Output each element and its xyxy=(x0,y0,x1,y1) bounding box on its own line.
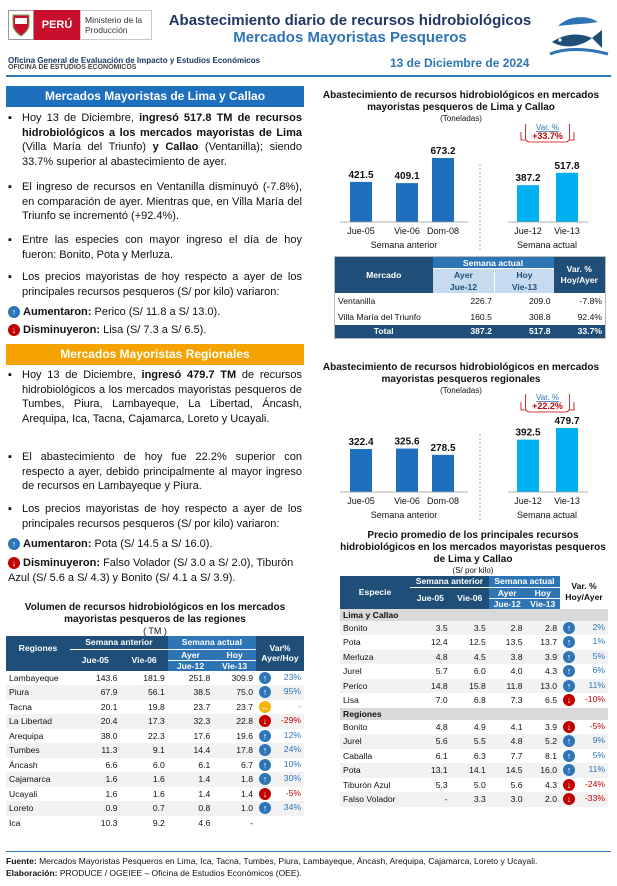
arrow-down-icon: ↓ xyxy=(563,793,575,805)
bar-value-label: 409.1 xyxy=(394,171,420,183)
price-table-title: Precio promedio de los principales recursos hidrobiológicos en los mercados mayoristas pesqueros de Lima y Callao xyxy=(340,530,606,565)
section-regional-title: Mercados Mayoristas Regionales xyxy=(6,344,304,365)
org-office: OFICINA DE ESTUDIOS ECONÓMICOS xyxy=(8,64,137,71)
var-label: Var. % xyxy=(536,124,559,132)
arrow-up-icon: ↑ xyxy=(259,773,271,785)
arrow-up-icon: ↑ xyxy=(563,665,575,677)
x-tick-label: Vie-06 xyxy=(394,226,420,236)
org-name: Oficina General de Evaluación de Impacto y Estudios Económicos xyxy=(8,56,261,65)
table-row: Arequipa 38.0 22.3 17.6 19.6 ↑ 12% xyxy=(9,729,301,741)
section-lima-title: Mercados Mayoristas de Lima y Callao xyxy=(6,86,304,107)
col-d4: Vie-13 xyxy=(526,598,560,609)
col-d1: Jue-05 xyxy=(70,649,120,671)
reg-price-down: ↓ Disminuyeron: Falso Volador (S/ 3.0 a S/ 2.0), Tiburón Azul (S/ 5.6 a S/ 4.3) y Bonito (S/ 4.1 a S/ 3.9). xyxy=(8,557,294,584)
report-date: 13 de Diciembre de 2024 xyxy=(390,56,530,70)
chart-lima-title: Abastecimiento de recursos hidrobiológicos en mercados mayoristas pesqueros de Lima y Callao xyxy=(322,90,600,113)
footer-divider xyxy=(6,851,611,852)
total-row: Total 387.2 517.8 33.7% xyxy=(335,325,606,339)
col-var: Var% Ayer/Hoy xyxy=(256,636,304,671)
group-header: Regiones xyxy=(340,708,608,720)
col-semana-anterior: Semana anterior xyxy=(70,636,168,649)
table-row: Tumbes 11.3 9.1 14.4 17.8 ↑ 24% xyxy=(6,743,304,758)
group-label-cur: Semana actual xyxy=(516,240,578,250)
arrow-up-icon: ↑ xyxy=(259,802,271,814)
col-d2: Vie-06 xyxy=(451,587,489,609)
x-tick-label: Dom-08 xyxy=(426,226,460,236)
page-subtitle: Mercados Mayoristas Pesqueros xyxy=(233,29,467,46)
reg-bullet-3: ▪ Los precios mayoristas de hoy respecto a ayer de los principales recursos pesqueros (S/ por kilo) variaron: xyxy=(8,503,302,530)
col-hoy: Hoy xyxy=(213,649,256,660)
table-row: Bonito 3.5 3.5 2.8 2.8 ↑ 2% xyxy=(340,621,608,636)
reg-bullet-2: ▪ El abastecimiento de hoy fue 22.2% superior con respecto a ayer, debido principalmente al mayor ingreso de recursos en Lambayeque y Piura. xyxy=(8,451,302,492)
table-row: Merluza 4.8 4.5 3.8 3.9 ↑ 5% xyxy=(340,650,608,665)
logo-ministry: Ministerio de la Producción xyxy=(80,10,152,40)
col-mercado: Mercado xyxy=(335,257,433,293)
col-ayer: Ayer xyxy=(489,587,526,598)
arrow-up-icon: ↑ xyxy=(563,680,575,692)
table-row: Piura 67.9 56.1 38.5 75.0 ↑ 95% xyxy=(6,685,304,700)
bar-dom-08 xyxy=(432,158,454,222)
arrow-down-icon: ↓ xyxy=(8,324,20,336)
bar-dom-08 xyxy=(432,455,454,492)
coat-of-arms-icon xyxy=(8,10,34,40)
arrow-flat-icon: ↔ xyxy=(260,701,270,712)
col-var: Var. % Hoy/Ayer xyxy=(554,257,606,293)
arrow-down-icon: ↓ xyxy=(563,721,575,733)
arrow-up-icon: ↑ xyxy=(259,730,271,742)
col-d3: Jue-12 xyxy=(489,598,526,609)
bar-value-label: 322.4 xyxy=(348,436,374,448)
col-semana-actual: Semana actual xyxy=(489,576,560,587)
table-row: Caballa 6.1 6.3 7.7 8.1 ↑ 5% xyxy=(343,749,605,761)
table-row: Villa María del Triunfo 160.5 308.8 92.4% xyxy=(338,311,602,322)
chart-reg-unit: (Toneladas) xyxy=(440,386,482,395)
arrow-up-icon: ↑ xyxy=(259,744,271,756)
vol-table-title: Volumen de recursos hidrobiológicos en los mercados mayoristas pesqueros de las regiones xyxy=(24,602,286,625)
bar-vie-06 xyxy=(396,449,418,492)
arrow-down-icon: ↓ xyxy=(259,788,271,800)
table-row: Falso Volador - 3.3 3.0 2.0 ↓ -33% xyxy=(340,792,608,807)
arrow-up-icon: ↑ xyxy=(563,622,575,634)
reg-bullet-1: ▪ Hoy 13 de Diciembre, ingresó 479.7 TM de recursos hidrobiológicos a los mercados mayoristas pesqueros de Tumbes, Piura, Lambayeque, La Libertad, Áncash, Arequipa, Ica, Tacna, Cajamarca, Loreto y Ucayali. xyxy=(8,369,302,425)
table-row: Pota 12.4 12.5 13.5 13.7 ↑ 1% xyxy=(343,636,605,648)
page-title: Abastecimiento diario de recursos hidrobiológicos xyxy=(168,12,532,29)
col-d1: Jue-12 xyxy=(433,281,495,293)
table-row: Tacna 20.1 19.8 23.7 23.7 ↔ - xyxy=(9,700,301,712)
table-row: Áncash 6.6 6.0 6.1 6.7 ↑ 10% xyxy=(9,758,301,770)
table-row: La Libertad 20.4 17.3 32.3 22.8 ↓ -29% xyxy=(6,714,304,729)
lima-bullet-4: ▪ Los precios mayoristas de hoy respecto a ayer de los principales recursos pesqueros (S/ por kilo) variaron: xyxy=(8,271,302,298)
var-value: +22.2% xyxy=(532,401,563,411)
group-header: Lima y Callao xyxy=(340,609,608,621)
header-divider xyxy=(6,75,611,77)
col-d3: Jue-12 xyxy=(168,660,214,671)
lima-price-down: ↓ Disminuyeron: Lisa (S/ 7.3 a S/ 6.5). xyxy=(8,323,302,338)
lima-price-up: ↑ Aumentaron: Perico (S/ 11.8 a S/ 13.0). xyxy=(8,305,302,320)
table-row: Jurel 5.7 6.0 4.0 4.3 ↑ 6% xyxy=(343,665,605,677)
var-label: Var. % xyxy=(536,394,559,402)
arrow-up-icon: ↑ xyxy=(563,636,575,648)
col-ayer: Ayer xyxy=(433,269,495,281)
col-regiones: Regiones xyxy=(6,636,70,660)
bar-value-label: 278.5 xyxy=(430,442,456,454)
table-row: Cajamarca 1.6 1.6 1.4 1.8 ↑ 30% xyxy=(6,772,304,787)
group-label-prev: Semana anterior xyxy=(370,240,438,250)
chart-regional xyxy=(312,394,610,522)
table-row: Perico 14.8 15.8 11.8 13.0 ↑ 11% xyxy=(340,679,608,694)
arrow-down-icon: ↓ xyxy=(563,694,575,706)
chart-reg-title: Abastecimiento de recursos hidrobiológicos en mercados mayoristas pesqueros regionales xyxy=(322,362,600,385)
bar-jue-05 xyxy=(350,182,372,222)
price-table xyxy=(340,576,608,807)
col-semana-actual: Semana actual xyxy=(433,257,554,269)
chart-lima-unit: (Toneladas) xyxy=(440,114,482,123)
x-tick-label: Jue-05 xyxy=(347,226,375,236)
col-especie: Especie xyxy=(340,576,410,609)
col-d1: Jue-05 xyxy=(410,587,451,609)
table-row: Ica 10.3 9.2 4.6 - xyxy=(9,817,253,828)
table-row: Pota 13.1 14.1 14.5 16.0 ↑ 11% xyxy=(340,763,608,778)
var-value: +33.7% xyxy=(532,131,563,141)
table-row: Loreto 0.9 0.7 0.8 1.0 ↑ 34% xyxy=(6,801,304,816)
footer-credit: Elaboración: PRODUCE / OGEIEE – Oficina de Estudios Económicos (OEE). xyxy=(6,868,302,878)
bar-value-label: 673.2 xyxy=(430,146,456,157)
lima-bullet-3: ▪ Entre las especies con mayor ingreso el día de hoy fueron: Bonito, Pota y Merluza. xyxy=(8,234,302,261)
table-row: Jurel 5.6 5.5 4.8 5.2 ↑ 9% xyxy=(340,734,608,749)
col-ayer: Ayer xyxy=(168,649,214,660)
x-tick-label: Vie-13 xyxy=(554,496,580,506)
col-hoy: Hoy xyxy=(526,587,560,598)
bar-value-label: 421.5 xyxy=(348,169,374,181)
lima-bullet-2: ▪ El ingreso de recursos en Ventanilla disminuyó (-7.8%), en comparación de ayer. Mientras que, en Villa María del Triunfo se incrementó (+92.4%). xyxy=(8,181,302,222)
bar-jue-12 xyxy=(517,440,539,492)
arrow-up-icon: ↑ xyxy=(8,306,20,318)
chart-lima xyxy=(312,124,610,252)
arrow-up-icon: ↑ xyxy=(563,735,575,747)
table-row: Tiburón Azul 5.3 5.0 5.6 4.3 ↓ -24% xyxy=(343,778,605,790)
footer-source: Fuente: Mercados Mayoristas Pesqueros en Lima, Ica, Tacna, Tumbes, Piura, Lambayeque, Áncash, Arequipa, Cajamarca, Loreto y Ucayali. xyxy=(6,856,538,866)
col-var: Var. % Hoy/Ayer xyxy=(565,581,603,603)
fish-logo-icon xyxy=(548,8,610,71)
price-table-unit: (S/ por kilo) xyxy=(452,566,494,575)
lima-bullet-1: ▪ Hoy 13 de Diciembre, ingresó 517.8 TM de recursos hidrobiológicos a los mercados mayoristas de Lima (Villa María del Triunfo) y Callao (Ventanilla); siendo 33.7% superior al abastecimiento de ayer. xyxy=(8,112,302,168)
group-label-prev: Semana anterior xyxy=(370,510,438,520)
bar-value-label: 392.5 xyxy=(515,427,541,439)
x-tick-label: Jue-12 xyxy=(514,226,542,236)
table-row: Lisa 7.0 6.8 7.3 6.5 ↓ -10% xyxy=(343,694,605,706)
col-semana-actual: Semana actual xyxy=(168,636,256,649)
table-row: Ucayali 1.6 1.6 1.4 1.4 ↓ -5% xyxy=(9,787,301,799)
table-row: Bonito 4.8 4.9 4.1 3.9 ↓ -5% xyxy=(343,720,605,732)
arrow-up-icon: ↑ xyxy=(259,759,271,771)
bar-value-label: 387.2 xyxy=(515,173,541,185)
arrow-up-icon: ↑ xyxy=(563,651,575,663)
table-row: Ventanilla 226.7 209.0 -7.8% xyxy=(338,295,602,306)
bar-value-label: 517.8 xyxy=(554,160,580,172)
group-label-cur: Semana actual xyxy=(516,510,578,520)
bar-value-label: 325.6 xyxy=(394,436,420,448)
logo-country: PERÚ xyxy=(34,10,80,40)
x-tick-label: Vie-06 xyxy=(394,496,420,506)
x-tick-label: Vie-13 xyxy=(554,226,580,236)
arrow-up-icon: ↑ xyxy=(259,672,271,684)
col-d2: Vie-06 xyxy=(120,649,167,671)
x-tick-label: Dom-08 xyxy=(426,496,460,506)
arrow-up-icon: ↑ xyxy=(563,764,575,776)
col-d2: Vie-13 xyxy=(495,281,554,293)
bar-vie-13 xyxy=(556,428,578,492)
table-row: Lambayeque 143.6 181.9 251.8 309.9 ↑ 23% xyxy=(9,671,301,683)
arrow-down-icon: ↓ xyxy=(563,779,575,791)
col-d4: Vie-13 xyxy=(213,660,256,671)
bar-vie-06 xyxy=(396,183,418,222)
x-tick-label: Jue-05 xyxy=(347,496,375,506)
bar-jue-12 xyxy=(517,185,539,222)
mercado-table xyxy=(334,256,606,339)
bar-vie-13 xyxy=(556,173,578,222)
col-hoy: Hoy xyxy=(495,269,554,281)
arrow-down-icon: ↓ xyxy=(259,715,271,727)
reg-price-up: ↑ Aumentaron: Pota (S/ 14.5 a S/ 16.0). xyxy=(8,537,302,552)
vol-table xyxy=(6,636,304,830)
arrow-up-icon: ↑ xyxy=(563,750,575,762)
arrow-down-icon: ↓ xyxy=(8,557,20,569)
bar-jue-05 xyxy=(350,449,372,492)
vol-table-unit: ( TM ) xyxy=(143,626,167,636)
arrow-up-icon: ↑ xyxy=(259,686,271,698)
col-semana-anterior: Semana anterior xyxy=(410,576,489,587)
bar-value-label: 479.7 xyxy=(554,416,580,427)
arrow-up-icon: ↑ xyxy=(8,538,20,550)
x-tick-label: Jue-12 xyxy=(514,496,542,506)
